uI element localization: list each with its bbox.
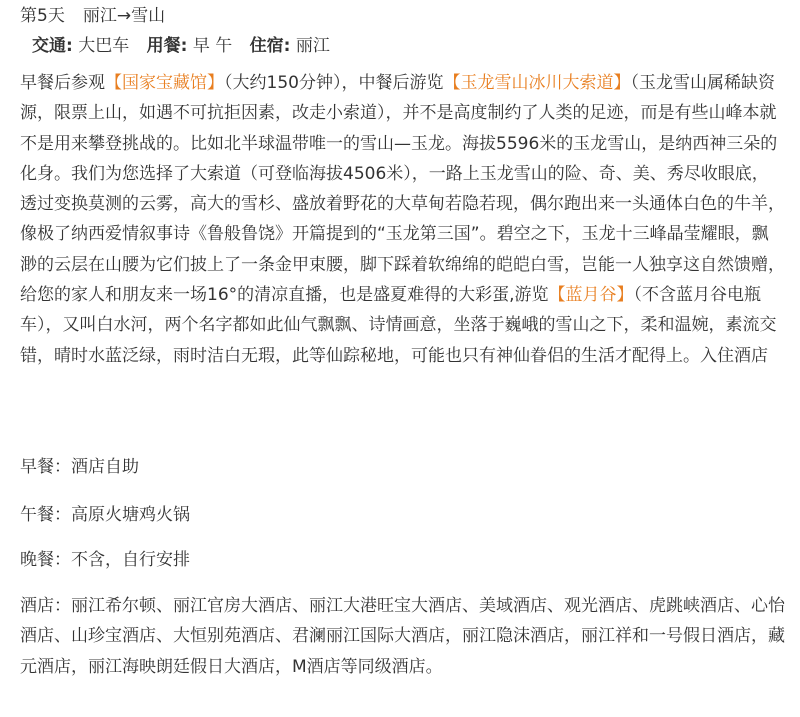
day-number: 第5天	[20, 6, 65, 26]
meal-dinner: 晚餐：不含，自行安排	[20, 550, 190, 570]
attraction-national-treasure-museum: 【国家宝藏馆】	[105, 73, 224, 93]
meals-value: 早 午	[192, 36, 233, 56]
day-title: 丽江→雪山	[82, 6, 166, 26]
attraction-blue-moon-valley: 【蓝月谷】	[548, 285, 634, 306]
itinerary-description	[20, 68, 785, 371]
desc-text-1: 早餐后参观	[20, 73, 105, 93]
meals-label: 用餐:	[146, 36, 188, 56]
transport-label: 交通:	[32, 36, 73, 56]
trip-meta	[32, 32, 330, 60]
lodging-value: 丽江	[295, 36, 330, 56]
lodging-label: 住宿:	[249, 36, 291, 56]
desc-text-4: （不含蓝月谷电瓶车），又叫白水河，两个名字都如此仙气飘飘、诗情画意，坐落于巍峨的雪山之下，柔和温婉，素流交错，晴时水蓝泛绿，雨时洁白无瑕，此等仙踪秘地，可能也只有神仙眷侣的生活才配得上。入住酒店	[20, 285, 777, 366]
day-header	[20, 2, 165, 30]
meal-lunch: 午餐：高原火塘鸡火锅	[20, 505, 190, 525]
hotel-list: 酒店：丽江希尔顿、丽江官房大酒店、丽江大港旺宝大酒店、美域酒店、观光酒店、虎跳峡酒店、心怡酒店、山珍宝酒店、大恒别苑酒店、君澜丽江国际大酒店，丽江隐沫酒店，丽江祥和一号假日酒店，藏元酒店，丽江海映朗廷假日大酒店，M酒店等同级酒店。	[20, 596, 785, 677]
meal-breakfast: 早餐：酒店自助	[20, 457, 139, 477]
attraction-jade-dragon-cableway: 【玉龙雪山冰川大索道】	[443, 73, 631, 93]
desc-text-2: （大约150分钟），中餐后游览	[224, 73, 444, 93]
desc-text-3: （玉龙雪山属稀缺资源，限票上山，如遇不可抗拒因素，改走小索道），并不是高度制约了人类的足迹，而是有些山峰本就不是用来攀登挑战的。比如北半球温带唯一的雪山—玉龙。海拔5596米的玉龙雪山，是纳西神三朵的化身。我们为您选择了大索道（可登临海拔4506米），一路上玉龙雪山的险、奇、美、秀尽收眼底，透过变换莫测的云雾，高大的雪杉、盛放着野花的大草甸若隐若现，偶尔跑出来一头通体白色的牛羊，像极了纳西爱情叙事诗《鲁般鲁饶》开篇提到的“玉龙第三国”。碧空之下，玉龙十三峰晶莹耀眼，飘渺的云层在山腰为它们披上了一条金甲束腰，脚下踩着软绵绵的皑皑白雪，岂能一人独享这自然馈赠，给您的家人和朋友来一场16°的清凉直播，也是盛夏难得的大彩蛋,游览	[20, 73, 785, 306]
transport-value: 大巴车	[78, 36, 130, 56]
